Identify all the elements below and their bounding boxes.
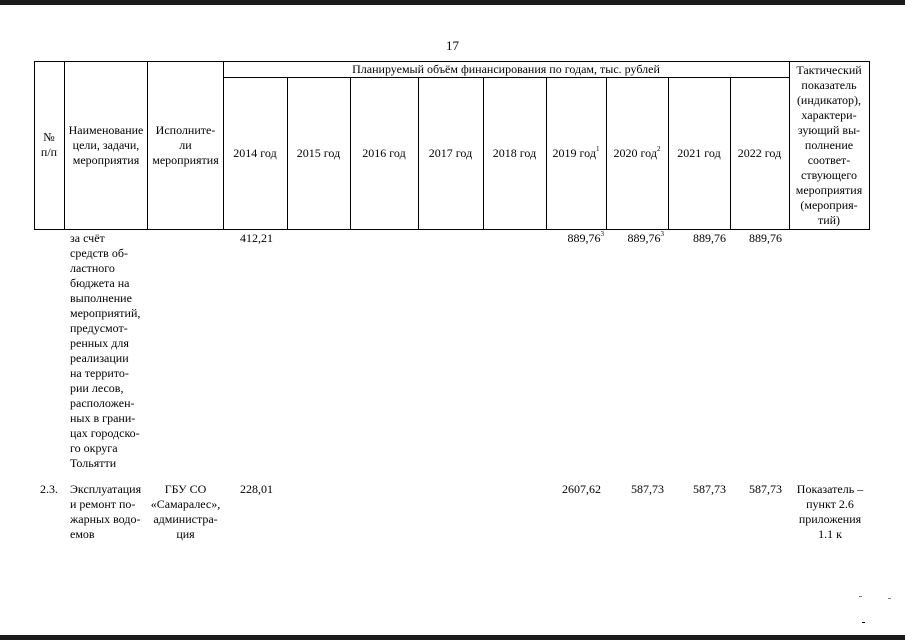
value-2022: 587,73 <box>749 482 782 496</box>
value-2020: 587,73 <box>631 482 664 496</box>
row-number: 2.3. <box>40 482 58 496</box>
value-2019: 2607,62 <box>562 482 601 496</box>
header-year-2021: 2021 год <box>677 145 721 160</box>
value-2021: 889,76 <box>693 231 726 245</box>
header-name: Наименование цели, задачи, мероприятия <box>68 122 144 167</box>
scan-speck <box>862 622 865 623</box>
row-indicator: Показатель – пункт 2.6 приложения 1.1 к <box>796 482 864 541</box>
scan-speck <box>888 598 891 599</box>
header-year-2017: 2017 год <box>428 145 473 160</box>
header-executors: Исполните- ли мероприятия <box>152 122 219 167</box>
row-executors: ГБУ СО «Самаралес», администра- ция <box>150 482 221 541</box>
page-number: 17 <box>446 38 459 53</box>
header-year-2016: 2016 год <box>362 145 406 160</box>
value-2021: 587,73 <box>693 482 726 496</box>
row-name: Эксплуатация и ремонт по- жарных водо- емов <box>70 482 142 541</box>
header-financing-title: Планируемый объём финансирования по годам, тыс. рублей <box>352 61 660 76</box>
header-year-2015: 2015 год <box>296 145 341 160</box>
header-year-2018: 2018 год <box>492 145 537 160</box>
header-num: № п/п <box>40 130 58 159</box>
header-year-2014: 2014 год <box>233 145 277 160</box>
scan-speck <box>859 596 862 597</box>
header-year-2020: 2020 год$^2$ <box>613 144 661 160</box>
page-top-border <box>0 0 905 5</box>
value-2020: 889,76$^3$ <box>627 230 664 245</box>
value-2019: 889,76$^3$ <box>567 230 604 245</box>
value-2014: 228,01 <box>240 482 273 496</box>
header-indicator: Тактический показатель (индикатор), характери- зующий вы- полнение соответ- ствующего мероприятия (мероприя- тий) <box>795 62 863 227</box>
value-2014: 412,21 <box>240 231 273 245</box>
header-year-2019: 2019 год$^1$ <box>552 144 600 160</box>
page-bottom-border <box>0 635 905 640</box>
value-2022: 889,76 <box>749 231 782 245</box>
header-year-2022: 2022 год <box>737 145 782 160</box>
row-name: за счёт средств об- ластного бюджета на выполнение мероприятий, предусмот- ренных для реализации на террито- рии лесов, расположен- ных в грани- цах городско- го округа Тольятти <box>70 231 141 470</box>
